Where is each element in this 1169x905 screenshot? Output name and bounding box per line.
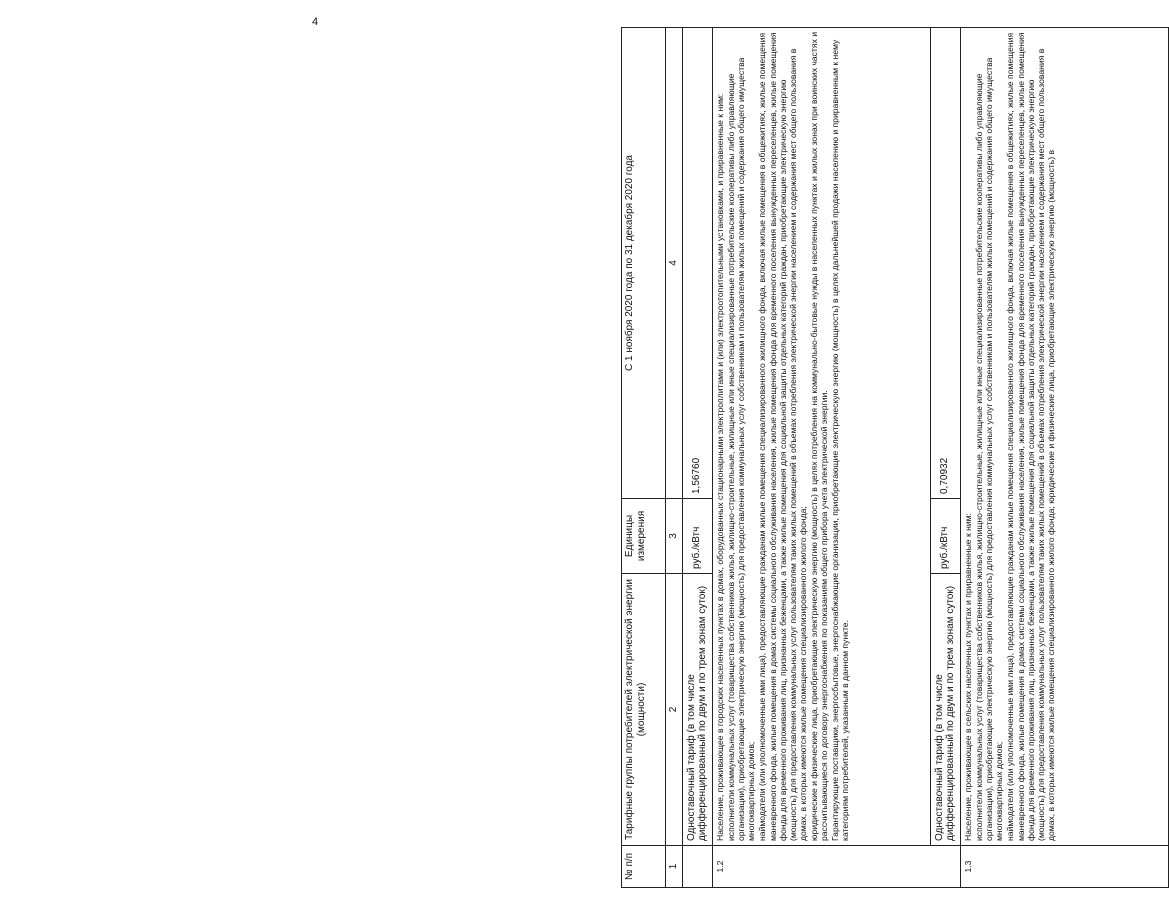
header-num: № п/п xyxy=(622,846,666,888)
row-number-1-2: 1.2 xyxy=(712,846,960,888)
tariff-unit: руб./кВтч xyxy=(930,499,960,574)
tariff-table xyxy=(621,27,1169,888)
paragraph: исполнители коммунальных услуг (товарищества собственников жилья, жилищно-строительные, жилищные или иные специализированные потребительские кооперативы либо управляющие организации), приобретающие электрическую энергию (мощность) для предоставления коммунальных услуг собственникам и пользователям жилых помещений и содержания общего имущества многоквартирных домов; xyxy=(973,57,1005,841)
header-period: С 1 ноября 2020 года по 31 декабря 2020 года xyxy=(622,28,666,499)
header-unit: Единицы измерения xyxy=(622,499,666,574)
paragraph: Население, проживающее в городских населенных пунктах в домах, оборудованных стационарными электроплитами и (или) электроотопительными установками, и приравненные к ним: xyxy=(714,93,725,841)
table-row xyxy=(712,28,930,888)
category-description-1-2 xyxy=(712,28,930,846)
table-row xyxy=(682,28,712,888)
row-number-1-3: 1.3 xyxy=(960,846,1168,888)
table-header-row xyxy=(622,28,666,888)
table-row xyxy=(930,28,960,888)
paragraph: наймодатели (или уполномоченные ими лица), предоставляющие гражданам жилые помещения специализированного жилищного фонда, включая жилые помещения в общежитиях, жилые помещения маневренного фонда, жилые помещения в домах системы социального обслуживания населения, жилые помещения фонда для временного поселения вынужденных переселенцев, жилые помещения фонда для временного проживания лиц, признанных беженцами, а также жилые помещения для социальной защиты отдельных категорий граждан, приобретающие электрическую энергию (мощность) для предоставления коммунальных услуг пользователям таких жилых помещений в объемах потребления электрической энергии населением и содержания мест общего пользования в домах, в которых имеются жилые помещения специализированного жилого фонда; юридические и физические лица, приобретающие электрическую энергию (мощность) в xyxy=(1005,32,1056,841)
paragraph: наймодатели (или уполномоченные ими лица), предоставляющие гражданам жилые помещения специализированного жилищного фонда, включая жилые помещения в общежитиях, жилые помещения маневренного фонда, жилые помещения в домах системы социального обслуживания населения, жилые помещения фонда для временного поселения вынужденных переселенцев, жилые помещения фонда для временного проживания лиц, признанных беженцами, а также жилые помещения для социальной защиты отдельных категорий граждан, приобретающие электрическую энергию (мощность) для предоставления коммунальных услуг пользователям таких жилых помещений в объемах потребления электрической энергии населением и содержания мест общего пользования в домах, в которых имеются жилые помещения специализированного жилого фонда; xyxy=(757,32,808,841)
paragraph: исполнители коммунальных услуг (товарищества собственников жилья, жилищно-строительные, жилищные или иные специализированные потребительские кооперативы либо управляющие организации), приобретающие электрическую энергию (мощность) для предоставления коммунальных услуг собственникам и пользователям жилых помещений и содержания общего имущества многоквартирных домов; xyxy=(725,57,757,841)
col-index-4: 4 xyxy=(666,28,683,499)
paragraph: юридические и физические лица, приобретающие электрическую энергию (мощность) в целях потребления на коммунально-бытовые нужды в населенных пунктах и жилых зонах при воинских частях и рассчитывающиеся по договору энергоснабжения по показаниям общего прибора учета электрической энергии. xyxy=(809,31,830,841)
tariff-value: 1,56760 xyxy=(682,28,712,499)
paragraph: Гарантирующие поставщики, энергосбытовые, энергоснабжающие организации, приобретающие электрическую энергию (мощность) в целях дальнейшей продажи населению и приравненным к нему категориям потребителей, указанным в данном пункте. xyxy=(830,39,851,841)
row-num-empty xyxy=(682,846,712,888)
category-description-1-3 xyxy=(960,28,1168,846)
column-index-row xyxy=(666,28,683,888)
col-index-1: 1 xyxy=(666,846,683,888)
table-row xyxy=(960,28,1168,888)
rotated-table-page xyxy=(621,28,1167,888)
tariff-unit: руб./кВтч xyxy=(682,499,712,574)
tariff-label: Одноставочный тариф (в том числе дифференцированный по двум и по трем зонам суток) xyxy=(682,574,712,846)
tariff-value: 0,70932 xyxy=(930,28,960,499)
page-number: 4 xyxy=(312,16,319,28)
col-index-3: 3 xyxy=(666,499,683,574)
paragraph: Население, проживающее в сельских населенных пунктах и приравненные к ним: xyxy=(962,513,973,841)
col-index-2: 2 xyxy=(666,574,683,846)
tariff-label: Одноставочный тариф (в том числе дифференцированный по двум и по трем зонам суток) xyxy=(930,574,960,846)
header-group: Тарифные группы потребителей электрической энергии (мощности) xyxy=(622,574,666,846)
